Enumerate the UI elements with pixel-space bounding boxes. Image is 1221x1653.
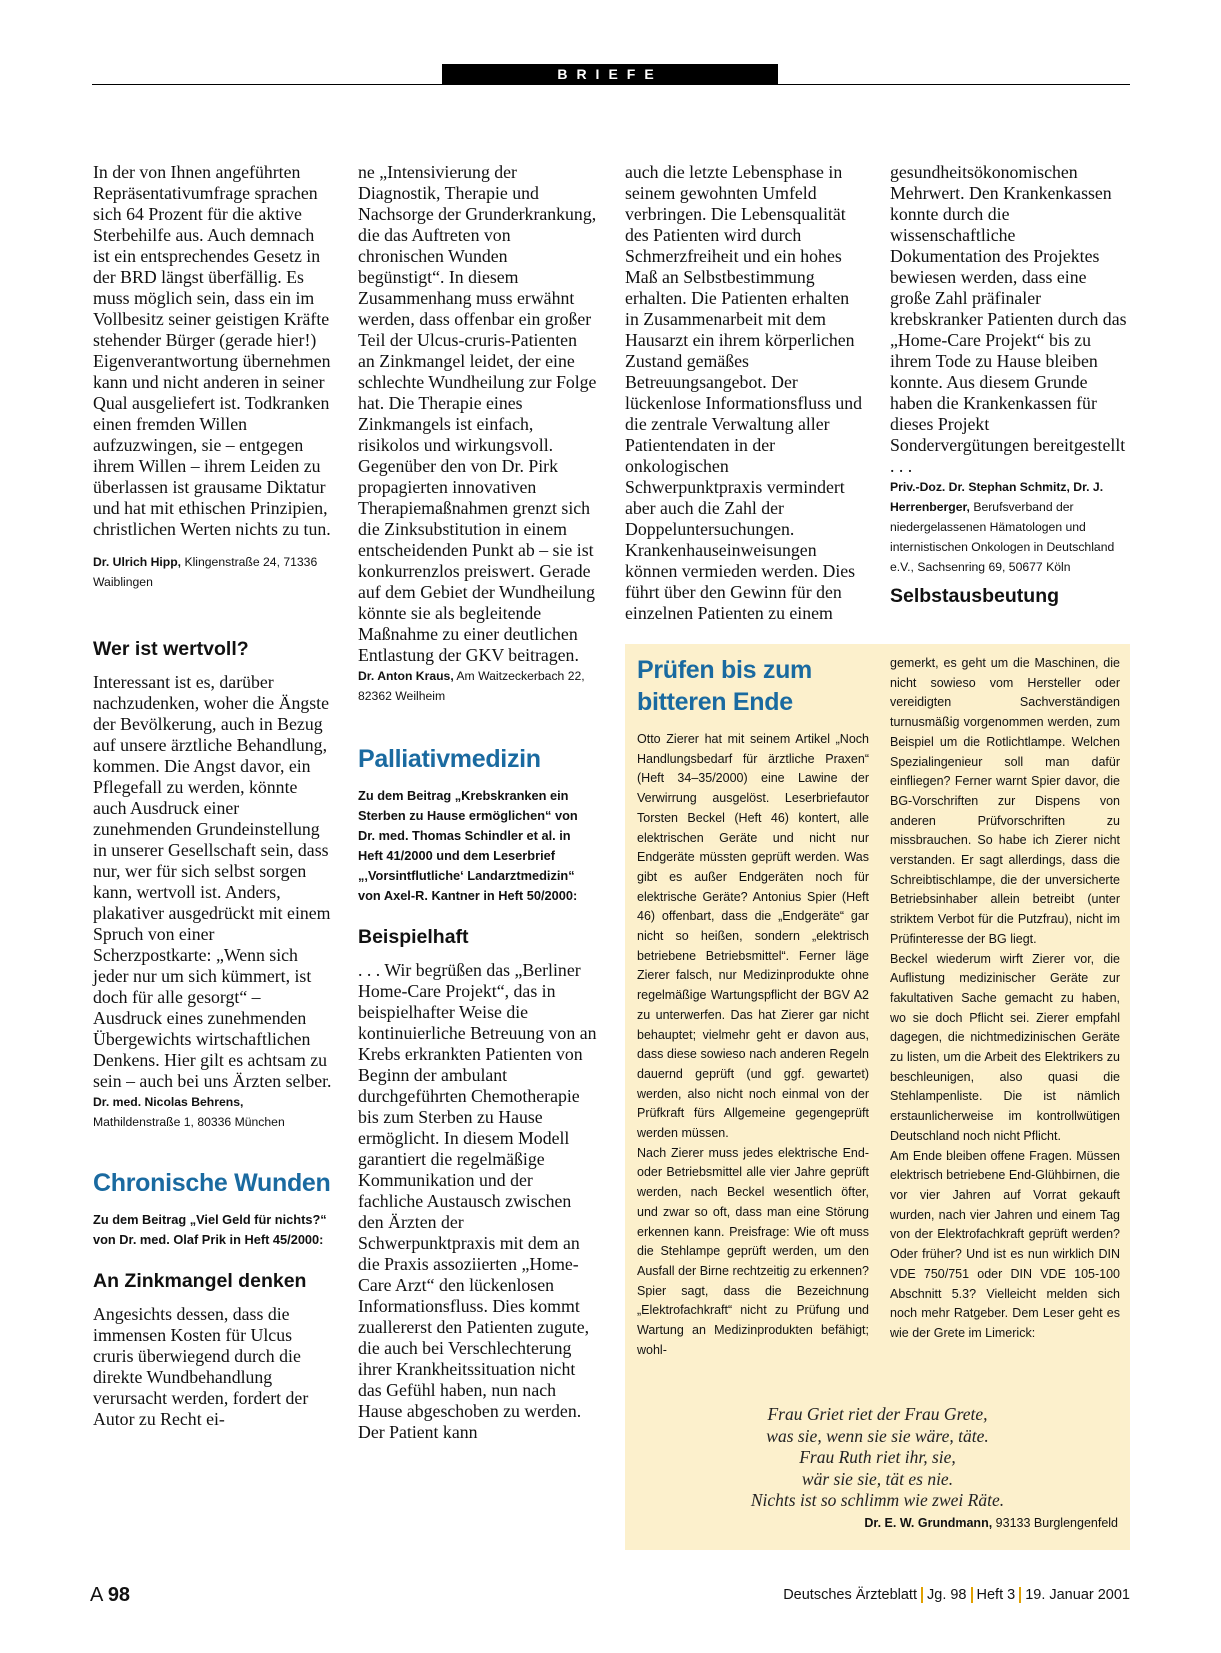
intro-chronische-wunden: Zu dem Beitrag „Viel Geld für nichts?“ von Dr. med. Olaf Prik in Heft 45/2000:	[93, 1212, 327, 1247]
signature-name: Dr. E. W. Grundmann,	[864, 1516, 993, 1530]
journal-name: Deutsches Ärzteblatt	[783, 1587, 917, 1603]
header-rule	[92, 84, 1130, 85]
letter-text-behrens: Interessant ist es, darüber nachzudenken, woher die Ängste der Bevölkerung, auch in Bezug auf unsere ärztliche Behandlung, kommen. Die Angst davor, ein Pflegefall zu werden, könnte auch Ausdruck einer zunehmenden Grundeinstellung in unserer Gesellschaft sein, dass nur, wer für sich selbst sorgen kann, wertvoll ist. Anders, plakativer ausgedrückt mit einem Spruch von einer Scherzpostkarte: „Wenn sich jeder nur um sich kümmert, ist doch für alle gesorgt“ – Ausdruck eines zunehmenden Übergewichts wirtschaftlichen Denkens. Hier gilt es achtsam zu sein – auch bei uns Ärzten selber.	[93, 672, 332, 1091]
highlight-box	[625, 644, 1130, 1550]
letter-text-schmitz-cont: auch die letzte Lebensphase in seinem gewohnten Umfeld verbringen. Die Lebensqualität des Patienten wird durch Schmerzfreiheit und ein hohes Maß an Selbstbestimmung erhalten. Die Patienten erhalten in Zusammenarbeit mit dem Hausarzt ein ihrem körperlichen Zustand gemäßes Betreuungsangebot. Der lückenlose Informationsfluss und die zentrale Verwaltung aller Patientendaten in der onkologischen Schwerpunktpraxis vermindert aber auch die Zahl der Doppeluntersuchungen. Krankenhauseinweisungen können vermieden werden. Dies führt über den Gewinn für den einzelnen Patienten zu einem	[625, 162, 863, 623]
column-2	[358, 162, 598, 1443]
heading-palliativmedizin: Palliativmedizin	[358, 745, 541, 773]
journal-issue: Heft 3	[976, 1587, 1016, 1603]
signature-address: Klingenstraße 24, 71336 Waiblingen	[93, 555, 318, 589]
box-paragraph: Beckel wiederum wirft Zierer vor, die Auflistung medizinischer Geräte zur fakultativen Sache gemacht zu haben, wo sie doch Pflicht sei. Zierer empfahl dagegen, die nichtmedizinischen Geräte zu listen, um die Arbeit des Elektrikers zu beschleunigen, also quasi die Stehlampenliste. Die ist nämlich erstaunlicherweise im kontrollwütigen Deutschland noch nicht Pflicht.	[890, 951, 1120, 1143]
poem-line: Frau Ruth riet ihr, sie,	[799, 1447, 956, 1467]
signature-kraus	[358, 666, 598, 706]
heading-selbstausbeutung: Selbstausbeutung	[890, 585, 1060, 607]
signature-behrens	[93, 1092, 333, 1132]
signature-name: Dr. med. Nicolas Behrens,	[93, 1095, 244, 1109]
box-paragraph: Am Ende bleiben offene Fragen. Müssen elektrisch betriebene End-Glühbirnen, die vor vier Jahren auf Vorrat gekauft wurden, nach vier Jahren und einem Tag von der Elektrofachkraft geprüft werden? Oder früher? Und ist es nun wirklich DIN VDE 750/751 oder DIN VDE 105-100 Abschnitt 5.3? Vielleicht melden sich noch mehr Ratgeber. Dem Leser geht es wie der Grete im Limerick:	[890, 1148, 1120, 1340]
poem-line: Frau Griet riet der Frau Grete,	[767, 1404, 988, 1424]
column-4	[890, 162, 1130, 609]
journal-volume: Jg. 98	[927, 1587, 967, 1603]
intro-palliativmedizin: Zu dem Beitrag „Krebskranken ein Sterben zu Hause ermöglichen“ von Dr. med. Thomas Schindler et al. in Heft 41/2000 und dem Leserbrief „‚Vorsintflutliche‘ Landarztmedizin“ von Axel-R. Kantner in Heft 50/2000:	[358, 788, 578, 903]
poem-line: wär sie sie, tät es nie.	[801, 1468, 954, 1489]
box-title: Prüfen bis zum bitteren Ende	[637, 656, 812, 716]
heading-wer-ist-wertvoll: Wer ist wertvoll?	[93, 638, 249, 660]
signature-name: Priv.-Doz. Dr. Stephan Schmitz, Dr. J. Herrenberger,	[890, 480, 1104, 514]
column-1	[93, 162, 333, 1430]
letter-text-schmitz-start: . . . Wir begrüßen das „Berliner Home-Care Projekt“, das in beispielhafter Weise die kontinuierliche Betreuung von an Krebs erkrankten Patienten von Beginn der ambulant durchgeführten Chemotherapie bis zum Sterben zu Hause ermöglicht. In diesem Modell garantiert die regelmäßige Kommunikation und der fachliche Austausch zwischen den Ärzten der Schwerpunktpraxis mit dem an die Praxis assoziierten „Home-Care Arzt“ den lückenlosen Informationsfluss. Dies kommt zuallererst den Patienten zugute, die auch bei Verschlechterung ihrer Krankheitssituation nicht das Gefühl haben, nun nach Hause abgeschoben zu werden. Der Patient kann	[358, 960, 597, 1442]
limerick	[625, 1404, 1130, 1512]
signature-address: 93133 Burglengenfeld	[995, 1516, 1118, 1530]
poem-line: Nichts ist so schlimm wie zwei Räte.	[750, 1490, 1005, 1510]
heading-chronische-wunden: Chronische Wunden	[93, 1169, 331, 1197]
separator	[971, 1587, 973, 1603]
box-paragraph: Nach Zierer muss jedes elektrische End- oder Betriebsmittel alle vier Jahre geprüft werden, nach Beckel wesentlich öfter, und zwar so oft, dass man eine Störung erkennen kann. Preisfrage: Wie oft muss die Stehlampe geprüft werden, um den Ausfall der Birne rechtzeitig zu erkennen? Spier sagt, dass die Bezeichnung „Elektrofachkraft“ nicht zu Prüfung und Wartung an Medizinprodukten befähigt; wohl-	[637, 1145, 869, 1357]
signature-schmitz	[890, 477, 1130, 577]
box-column-1	[637, 730, 869, 1361]
signature-address: Mathildenstraße 1, 80336 München	[93, 1115, 285, 1129]
separator	[921, 1587, 923, 1603]
letter-text-hipp: In der von Ihnen angeführten Repräsentativumfrage sprachen sich 64 Prozent für die aktive Sterbehilfe aus. Auch demnach ist ein entsprechendes Gesetz in der BRD längst überfällig. Es muss möglich sein, dass ein im Vollbesitz seiner geistigen Kräfte stehender Bürger (gerade hier!) Eigenverantwortung übernehmen kann und nicht anderen in seiner Qual ausgeliefert ist. Todkranken einen fremden Willen aufzuzwingen, sie – entgegen ihrem Willen – ihrem Leiden zu überlassen ist grausame Diktatur und hat mit ethischen Prinzipien, christlichen Werten nichts zu tun.	[93, 162, 331, 539]
signature-address: Berufsverband der niedergelassenen Hämatologen und internistischen Onkologen in Deutschland e.V., Sachsenring 69, 50677 Köln	[890, 500, 1115, 574]
section-label: BRIEFE	[442, 64, 778, 84]
poem-line: was sie, wenn sie sie wäre, täte.	[766, 1425, 989, 1446]
page-prefix: A	[90, 1584, 103, 1606]
box-paragraph: gemerkt, es geht um die Maschinen, die nicht sowieso vom Hersteller oder vereidigten Sachverständigen turnusmäßig vorgenommen werden, zum Beispiel um die Rotlichtlampe. Welchen Spezialingenieur soll man dafür einfliegen? Ferner warnt Spier davor, die BG-Vorschriften zur Dispens von anderen Prüfvorschriften zu missbrauchen. So habe ich Zierer nicht verstanden. Er sagt allerdings, dass die Schreibtischlampe, die der unversicherte Betriebsinhaber allein betreibt (unter striktem Verbot für die Putzfrau), nicht im Prüfinteresse der BG liegt.	[890, 656, 1120, 946]
signature-hipp	[93, 552, 333, 592]
signature-name: Dr. Ulrich Hipp,	[93, 555, 182, 569]
page-number	[90, 1584, 130, 1607]
separator	[1019, 1587, 1021, 1603]
journal-info	[783, 1587, 1130, 1603]
heading-beispielhaft: Beispielhaft	[358, 926, 469, 948]
letter-text-schmitz-end: gesundheitsökonomischen Mehrwert. Den Krankenkassen konnte durch die wissenschaftliche Dokumentation des Projektes bewiesen werden, dass eine große Zahl präfinaler krebskranker Patienten durch das „Home-Care Projekt“ bis zu ihrem Tode zu Hause bleiben konnte. Aus diesem Grunde haben die Krankenkassen für dieses Projekt Sondervergütungen bereitgestellt . . .	[890, 162, 1127, 476]
letter-text-kraus: ne „Intensivierung der Diagnostik, Therapie und Nachsorge der Grunderkrankung, die das Auftreten von chronischen Wunden begünstigt“. In diesem Zusammenhang muss erwähnt werden, dass offenbar ein großer Teil der Ulcus-cruris-Patienten an Zinkmangel leidet, der eine schlechte Wundheilung zur Folge hat. Die Therapie eines Zinkmangels ist einfach, risikolos und wirkungsvoll. Gegenüber den von Dr. Pirk propagierten innovativen Therapiemaßnahmen grenzt sich die Zinksubstitution in einem entscheidenden Punkt ab – sie ist konkurrenzlos preiswert. Gerade auf dem Gebiet der Wundheilung könnte sie als begleitende Maßnahme zu einer deutlichen Entlastung der GKV beitragen.	[358, 162, 597, 665]
page-number-value: 98	[107, 1584, 131, 1606]
signature-name: Dr. Anton Kraus,	[358, 669, 454, 683]
signature-grundmann	[864, 1516, 1118, 1530]
journal-date: 19. Januar 2001	[1025, 1587, 1130, 1603]
signature-address: Am Waitzeckerbach 22, 82362 Weilheim	[358, 669, 585, 703]
box-paragraph: Otto Zierer hat mit seinem Artikel „Noch Handlungsbedarf für ärztliche Praxen“ (Heft 34–35/2000) eine Lawine der Verwirrung ausgelöst. Leserbriefautor Torsten Beckel (Heft 46) kontert, alle elektrischen Geräte und nicht nur Endgeräte müssten geprüft werden. Was gibt es außer Endgeräten noch für elektrische Geräte? Antonius Spier (Heft 46) offenbart, dass die „Endgeräte“ gar nicht so heißen, sondern „elektrisch betriebene Betriebsmittel“. Ferner läge Zierer falsch, nur Medizinprodukte ohne regelmäßige Wartungspflicht der BGV A2 zu unterwerfen. Das hat Zierer gar nicht behauptet; vielmehr geht er davon aus, dass diese sowieso nach anderen Regeln dauernd geprüft (und ggf. gewartet) werden, also nicht noch einmal von der Prüfkraft fürs Allgemeine gegengeprüft werden müssen.	[637, 732, 869, 1141]
column-3	[625, 162, 865, 624]
heading-zinkmangel: An Zinkmangel denken	[93, 1270, 307, 1292]
box-column-2	[890, 654, 1120, 1344]
letter-text-kraus-start: Angesichts dessen, dass die immensen Kosten für Ulcus cruris überwiegend durch die direkte Wundbehandlung verursacht werden, fordert der Autor zu Recht ei-	[93, 1304, 309, 1429]
